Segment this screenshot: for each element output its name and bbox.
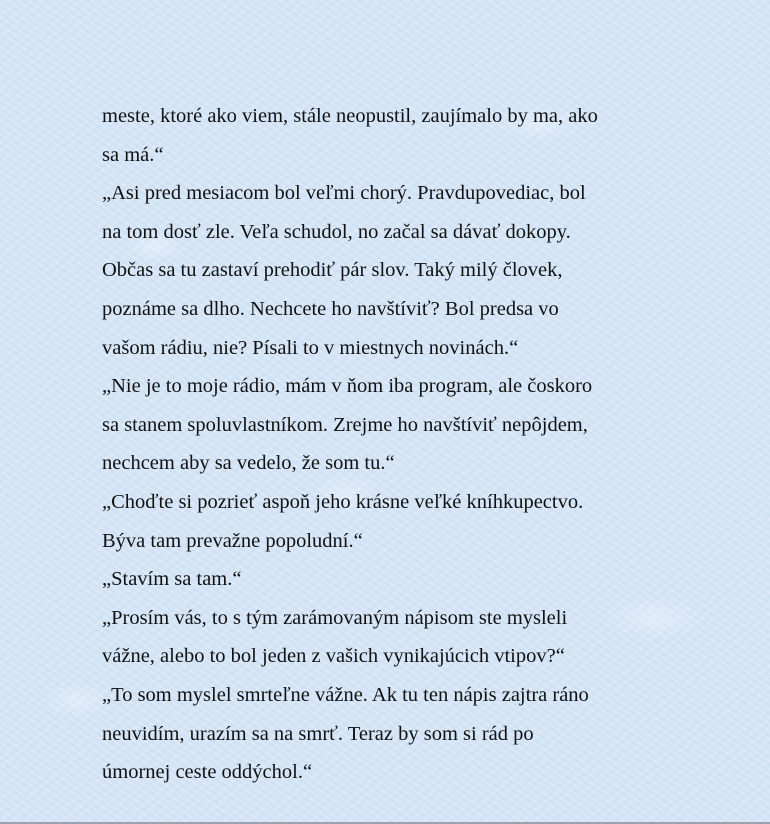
text-line: na tom dosť zle. Veľa schudol, no začal sa dávať dokopy. — [102, 220, 571, 243]
text-line: „Choďte si pozrieť aspoň jeho krásne veľké kníhkupectvo. — [102, 490, 584, 513]
text-line: Býva tam prevažne popoludní.“ — [102, 529, 363, 552]
text-line: neuvidím, urazím sa na smrť. Teraz by som si rád po — [102, 722, 534, 745]
text-line: Občas sa tu zastaví prehodiť pár slov. Taký milý človek, — [102, 259, 563, 282]
text-line: poznáme sa dlho. Nechcete ho navštíviť? Bol predsa vo — [102, 297, 559, 320]
text-line: „To som myslel smrteľne vážne. Ak tu ten nápis zajtra ráno — [102, 683, 589, 706]
document-text — [102, 97, 662, 792]
text-line: sa stanem spoluvlastníkom. Zrejme ho navštíviť nepôjdem, — [102, 413, 588, 436]
text-line: sa má.“ — [102, 143, 164, 166]
text-line: nechcem aby sa vedelo, že som tu.“ — [102, 452, 395, 475]
text-line: vašom rádiu, nie? Písali to v miestnych novinách.“ — [102, 336, 519, 359]
text-line: „Prosím vás, to s tým zarámovaným nápisom ste mysleli — [102, 606, 568, 629]
text-line: vážne, alebo to bol jeden z vašich vynikajúcich vtipov?“ — [102, 645, 565, 668]
text-line: úmornej ceste oddýchol.“ — [102, 761, 313, 784]
text-line: „Stavím sa tam.“ — [102, 568, 242, 591]
text-line: meste, ktoré ako viem, stále neopustil, zaujímalo by ma, ako — [102, 105, 598, 127]
text-line: „Asi pred mesiacom bol veľmi chorý. Pravdupovediac, bol — [102, 182, 586, 205]
text-line: „Nie je to moje rádio, mám v ňom iba program, ale čoskoro — [102, 375, 593, 398]
